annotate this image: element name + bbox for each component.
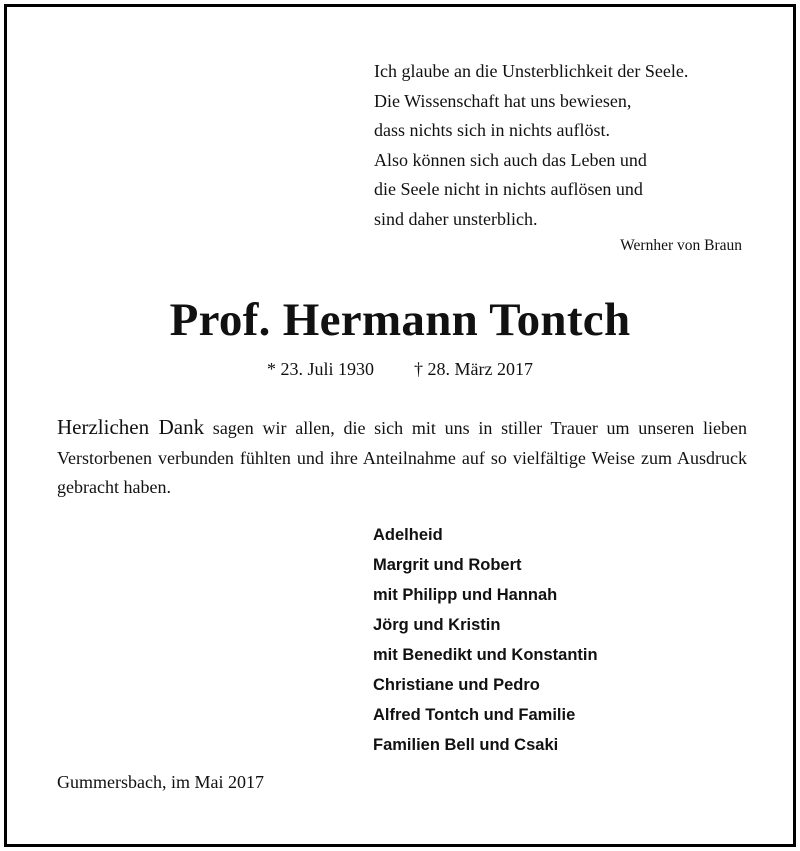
quote-line: Die Wissenschaft hat uns bewiesen,: [374, 90, 632, 111]
family-member: Alfred Tontch und Familie: [373, 706, 576, 724]
quote-line: dass nichts sich in nichts auflöst.: [374, 120, 610, 140]
family-signatures: [373, 520, 598, 760]
quote-line: die Seele nicht in nichts auflösen und: [374, 179, 643, 199]
family-member: Adelheid: [373, 526, 443, 544]
family-member: Familien Bell und Csaki: [373, 736, 559, 754]
family-member: Margrit und Robert: [373, 556, 522, 574]
quote-line: Also können sich auch das Leben und: [374, 149, 647, 170]
family-member: Jörg und Kristin: [373, 616, 501, 634]
quote-line: Ich glaube an die Unsterblichkeit der Seele.: [374, 61, 689, 81]
family-member: mit Philipp und Hannah: [373, 586, 558, 604]
deceased-name: Prof. Hermann Tontch: [169, 294, 631, 346]
quote-line: sind daher unsterblich.: [374, 208, 538, 229]
quote-block: [374, 57, 688, 234]
family-member: Christiane und Pedro: [373, 676, 540, 694]
death-date: † 28. März 2017: [414, 359, 533, 379]
thanks-text: sagen wir allen, die sich mit uns in stiller Trauer um unseren lieben Verstorbenen verbunden fühlten und ihre Anteilnahme auf so vielfältige Weise zum Ausdruck gebracht haben.: [57, 418, 747, 497]
place-date: Gummersbach, im Mai 2017: [57, 772, 264, 792]
thanks-lead: Herzlichen Dank: [57, 415, 205, 439]
thanks-paragraph: [57, 413, 747, 503]
obituary-card: [4, 4, 796, 847]
life-dates: [7, 359, 793, 380]
quote-author: Wernher von Braun: [620, 237, 742, 254]
birth-date: * 23. Juli 1930: [267, 359, 375, 379]
family-member: mit Benedikt und Konstantin: [373, 646, 598, 664]
